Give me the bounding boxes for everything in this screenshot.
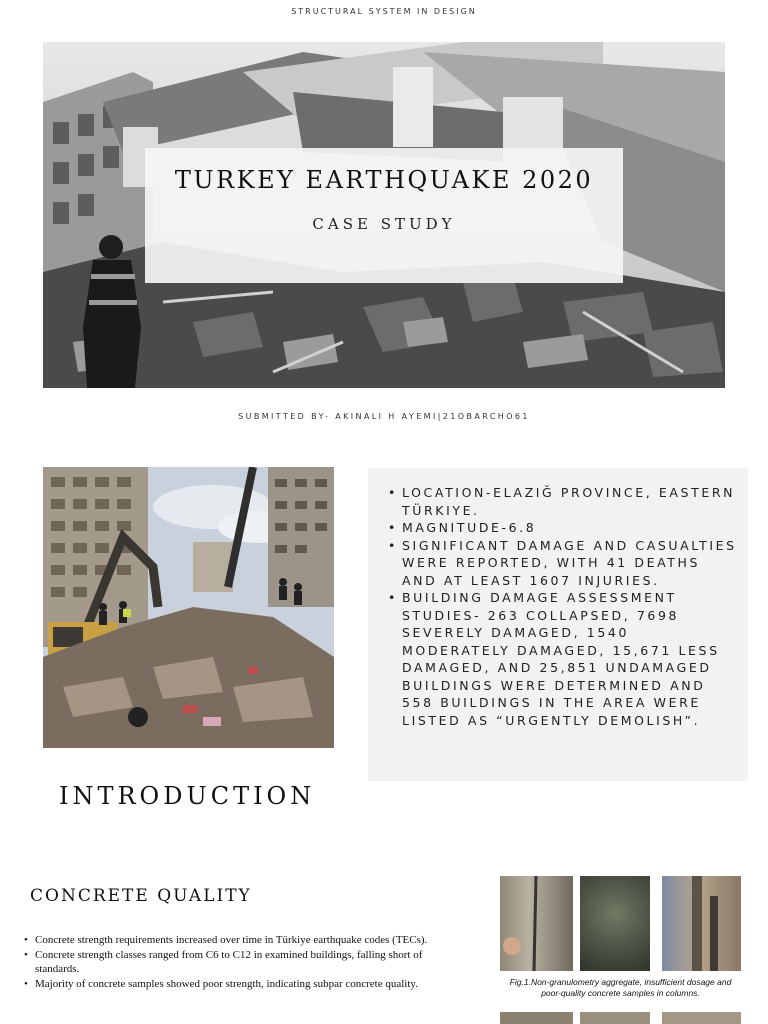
facts-list [388, 484, 738, 729]
introduction-heading: INTRODUCTION [59, 782, 316, 810]
submitted-by: SUBMITTED BY- AKINALI H AYEMI|21OBARCHO61 [238, 412, 530, 421]
concrete-sample-photo-6 [662, 1012, 741, 1024]
concrete-quality-list [22, 933, 452, 991]
hero-collapsed-building-photo [43, 42, 725, 388]
concrete-sample-photo-3 [662, 876, 741, 971]
concrete-quality-bullet: • Concrete strength requirements increased over time in Türkiye earthquake codes (TECs). [22, 933, 452, 948]
concrete-sample-photo-2 [580, 876, 650, 971]
fact-damage-assessment: • BUILDING DAMAGE ASSESSMENT STUDIES- 263 COLLAPSED, 7698 SEVERELY DAMAGED, 1540 MODERATELY DAMAGED, 15,671 LESS DAMAGED, AND 25,851 UNDAMAGED BUILDINGS WERE DETERMINED AND 558 BUILDINGS IN THE AREA WERE LISTED AS “URGENTLY DEMOLISH”. [388, 589, 738, 729]
fact-location: • LOCATION-ELAZIĞ PROVINCE, EASTERN TÜRKIYE. [388, 484, 738, 519]
concrete-sample-illustration [662, 876, 741, 971]
concrete-quality-bullet: • Majority of concrete samples showed poor strength, indicating subpar concrete quality. [22, 977, 452, 992]
concrete-sample-photo-5 [580, 1012, 650, 1024]
facts-panel [368, 468, 748, 781]
page-title: TURKEY EARTHQUAKE 2020 [174, 166, 594, 194]
hero-title-card [145, 148, 623, 283]
concrete-quality-bullet: • Concrete strength classes ranged from C6 to C12 in examined buildings, falling short of standards. [22, 948, 452, 977]
concrete-quality-heading: CONCRETE QUALITY [30, 886, 252, 906]
concrete-sample-photo-4 [500, 1012, 573, 1024]
concrete-sample-photo-1 [500, 876, 573, 971]
rescue-scene-photo [43, 467, 334, 748]
header-title: STRUCTURAL SYSTEM IN DESIGN [291, 7, 477, 16]
figure-caption: Fig.1.Non-granulometry aggregate, insufficient dosage and poor-quality concrete samples in columns. [509, 977, 732, 998]
concrete-sample-illustration [500, 876, 573, 971]
fact-magnitude: • MAGNITUDE-6.8 [388, 519, 738, 537]
rescue-photo-illustration [43, 467, 334, 748]
fact-casualties: • SIGNIFICANT DAMAGE AND CASUALTIES WERE REPORTED, WITH 41 DEATHS AND AT LEAST 1607 INJURIES. [388, 537, 738, 590]
page-subtitle: CASE STUDY [312, 215, 456, 233]
